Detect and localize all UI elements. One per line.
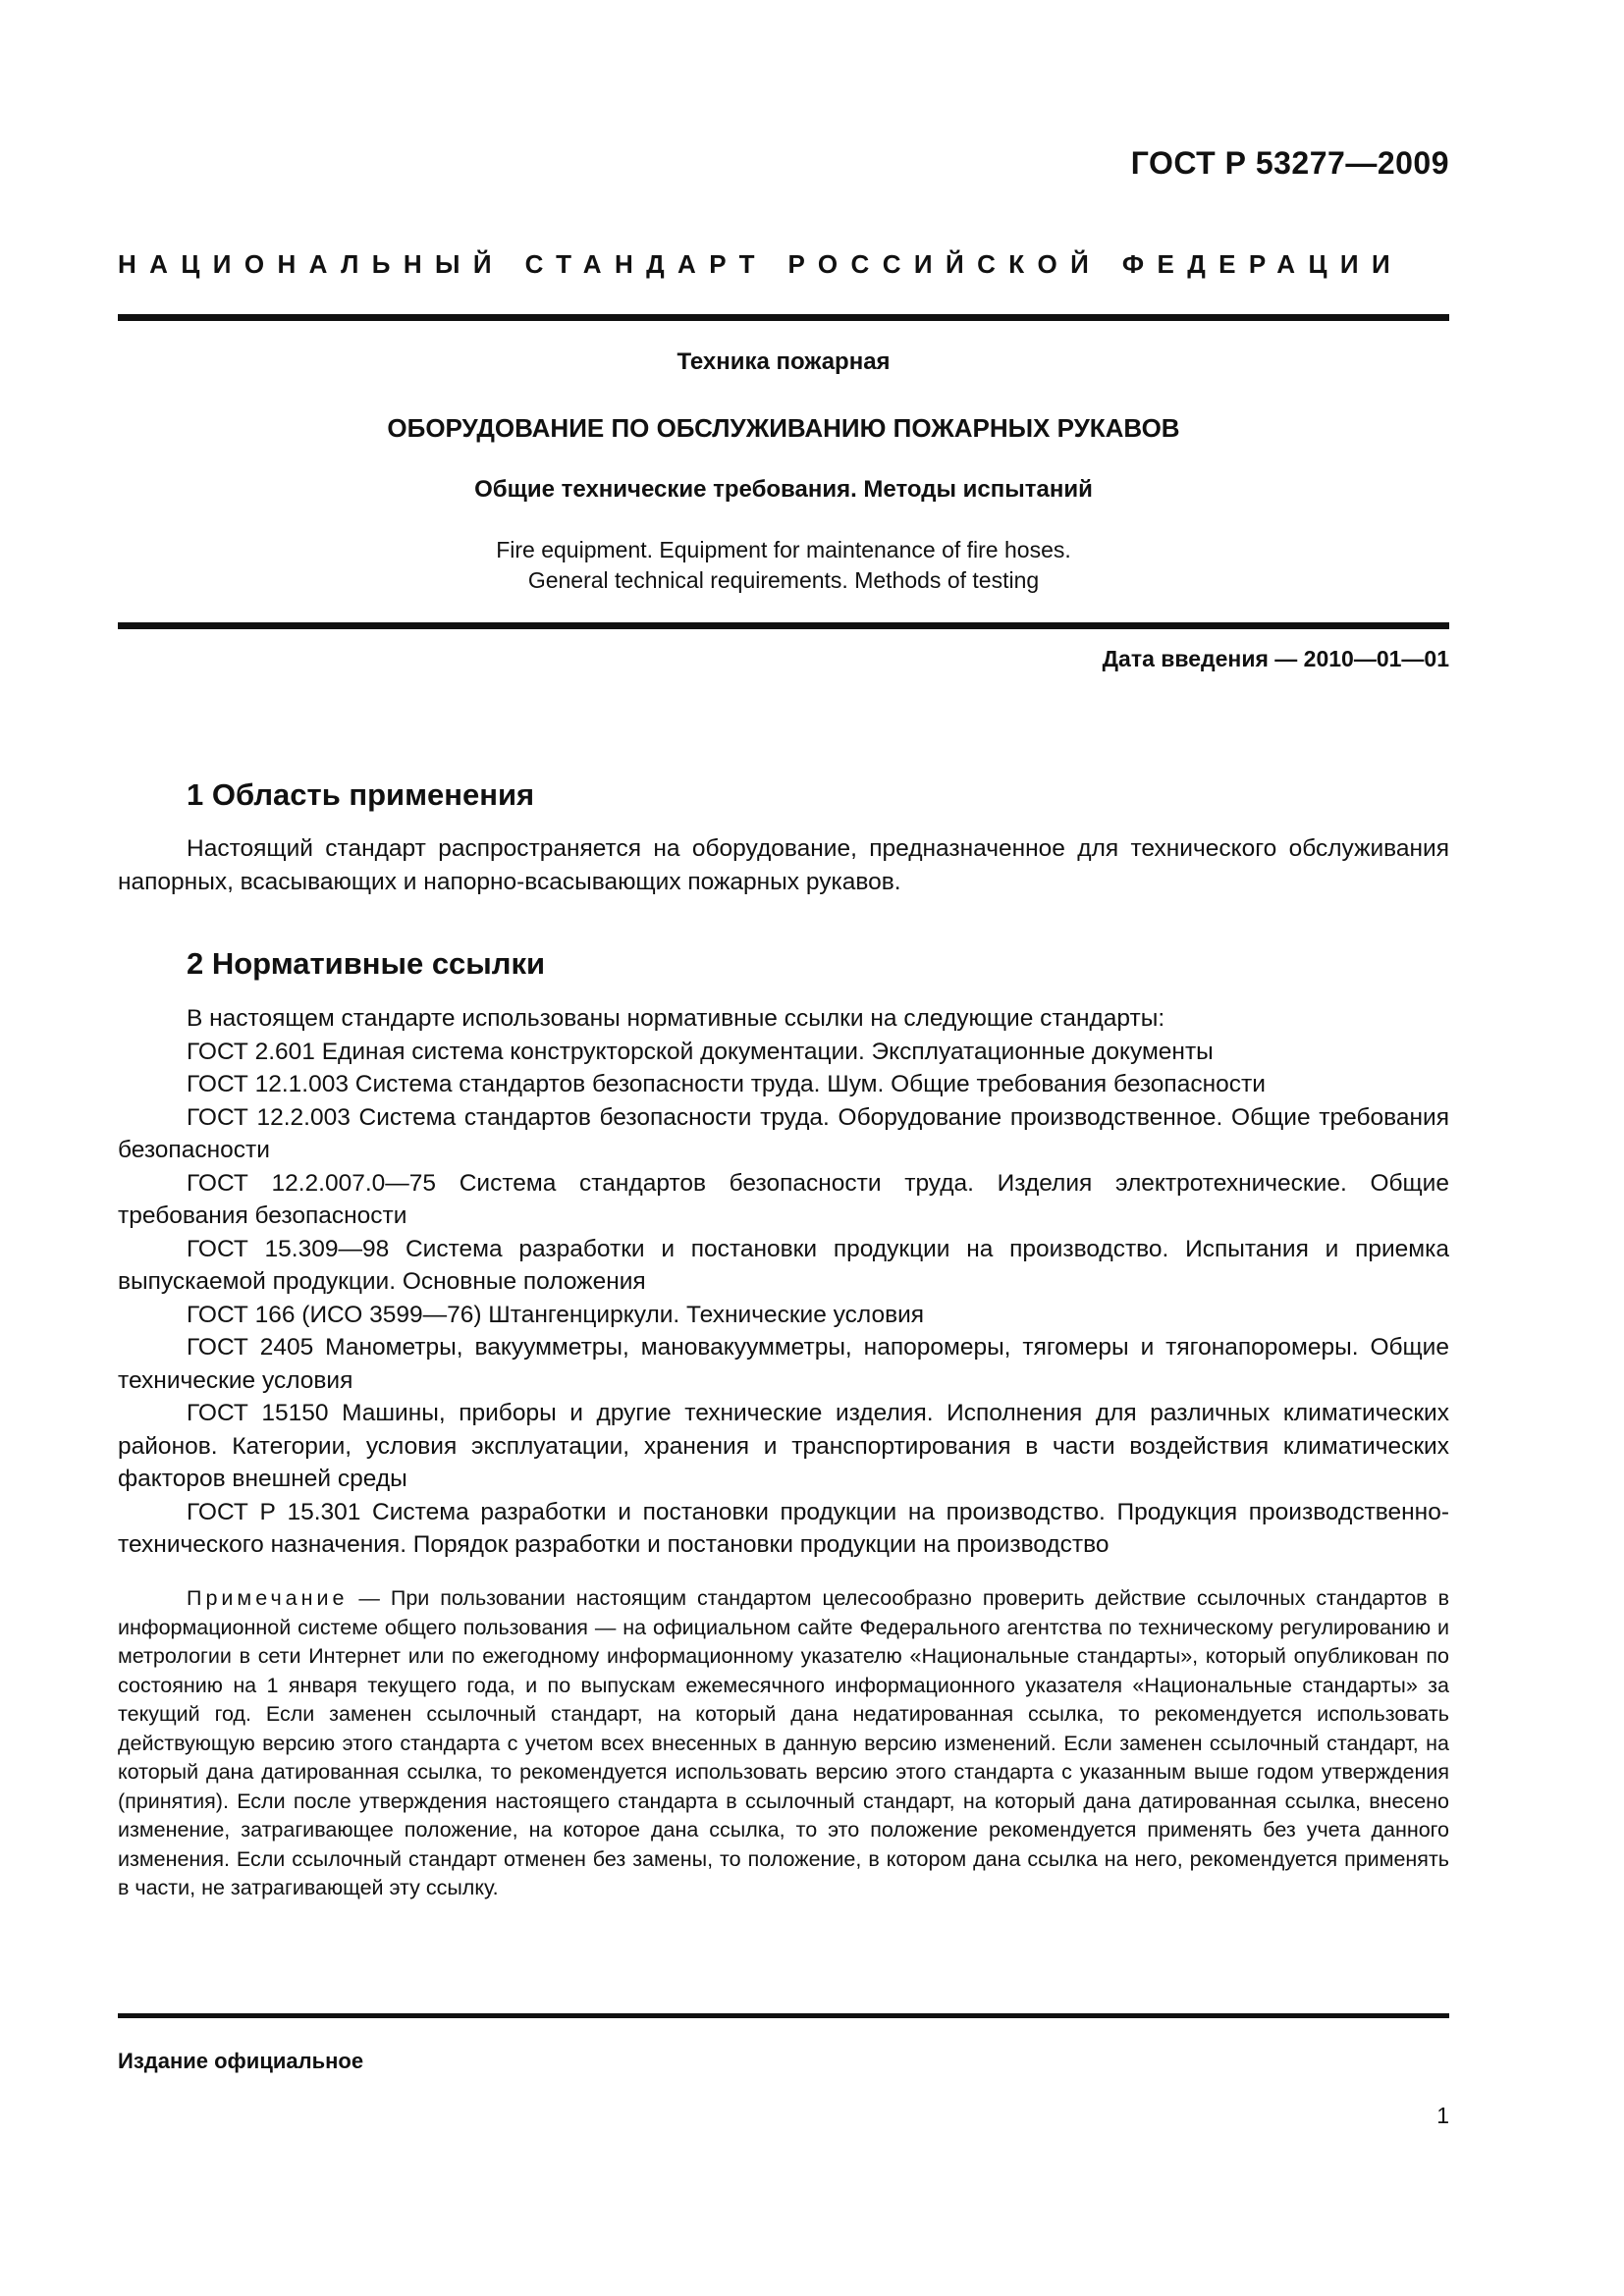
page-number: 1 [1436,2103,1449,2128]
title-divider [118,622,1449,629]
normative-references-list [118,1002,1449,1562]
note-text: — При пользовании настоящим стандартом целесообразно проверить действие ссылочных стандартов в информационной системе общего пользования — на официальном сайте Федерального агентства по техническому регулированию и метрологии в сети Интернет или по ежегодному информационному указателю «Национальные стандарты», который опубликован по состоянию на 1 января текущего года, и по выпускам ежемесячного информационного указателя «Национальные стандарты» за текущий год. Если заменен ссылочный стандарт, на который дана недатированная ссылка, то рекомендуется использовать действующую версию этого стандарта с учетом всех внесенных в данную версию изменений. Если заменен ссылочный стандарт, на который дана датированная ссылка, то рекомендуется использовать версию этого стандарта с указанным выше годом утверждения (принятия). Если после утверждения настоящего стандарта в ссылочный стандарт, на который дана датированная ссылка, внесено изменение, затрагивающее положение, на которое дана ссылка, то это положение рекомендуется применять без учета данного изменения. Если ссылочный стандарт отменен без замены, то положение, в котором дана ссылка на него, рекомендуется применять в части, не затрагивающей эту ссылку. [118,1586,1449,1899]
edition-label: Издание официальное [118,2049,364,2073]
national-standard-banner: НАЦИОНАЛЬНЫЙ СТАНДАРТ РОССИЙСКОЙ ФЕДЕРАЦИИ [118,249,1404,279]
section-2-heading: 2 Нормативные ссылки [187,946,546,981]
reference-item: ГОСТ 12.2.003 Система стандартов безопасности труда. Оборудование производственное. Общие требования безопасности [118,1103,1449,1163]
reference-item: ГОСТ 2405 Манометры, вакуумметры, мановакуумметры, напоромеры, тягомеры и тягонапоромеры. Общие технические условия [118,1334,1449,1394]
top-divider [118,314,1449,321]
section-1-text: Настоящий стандарт распространяется на оборудование, предназначенное для технического обслуживания напорных, всасывающих и напорно-всасывающих пожарных рукавов. [118,835,1449,895]
reference-item: ГОСТ 166 (ИСО 3599—76) Штангенциркули. Технические условия [187,1301,925,1328]
title-category: Техника пожарная [677,348,891,375]
reference-item: ГОСТ 12.1.003 Система стандартов безопасности труда. Шум. Общие требования безопасности [187,1071,1266,1097]
reference-item: ГОСТ 15.309—98 Система разработки и постановки продукции на производство. Испытания и приемка выпускаемой продукции. Основные положения [118,1235,1449,1295]
footer-divider [118,2013,1449,2018]
reference-item: ГОСТ 2.601 Единая система конструкторской документации. Эксплуатационные документы [187,1038,1214,1065]
introduction-date: Дата введения — 2010—01—01 [1102,646,1449,671]
references-intro: В настоящем стандарте использованы нормативные ссылки на следующие стандарты: [187,1005,1165,1032]
title-subtitle: Общие технические требования. Методы испытаний [474,476,1093,503]
title-english-line-2: General technical requirements. Methods of testing [527,567,1040,593]
reference-item: ГОСТ 15150 Машины, приборы и другие технические изделия. Исполнения для различных климатических районов. Категории, условия эксплуатации, хранения и транспортирования в части воздействия климатических факторов внешней среды [118,1400,1449,1492]
reference-item: ГОСТ Р 15.301 Система разработки и постановки продукции на производство. Продукция производственно-технического назначения. Порядок разработки и постановки продукции на производство [118,1498,1449,1558]
title-english [118,535,1449,596]
document-code: ГОСТ Р 53277—2009 [1130,145,1449,181]
title-english-line-1: Fire equipment. Equipment for maintenance of fire hoses. [496,537,1071,562]
note-paragraph [118,1584,1449,1903]
title-main: ОБОРУДОВАНИЕ ПО ОБСЛУЖИВАНИЮ ПОЖАРНЫХ РУКАВОВ [387,413,1180,443]
section-1-heading: 1 Область применения [187,777,535,812]
document-page [118,0,1449,2296]
reference-item: ГОСТ 12.2.007.0—75 Система стандартов безопасности труда. Изделия электротехнические. Общие требования безопасности [118,1169,1449,1229]
note-label: Примечание [187,1586,349,1610]
